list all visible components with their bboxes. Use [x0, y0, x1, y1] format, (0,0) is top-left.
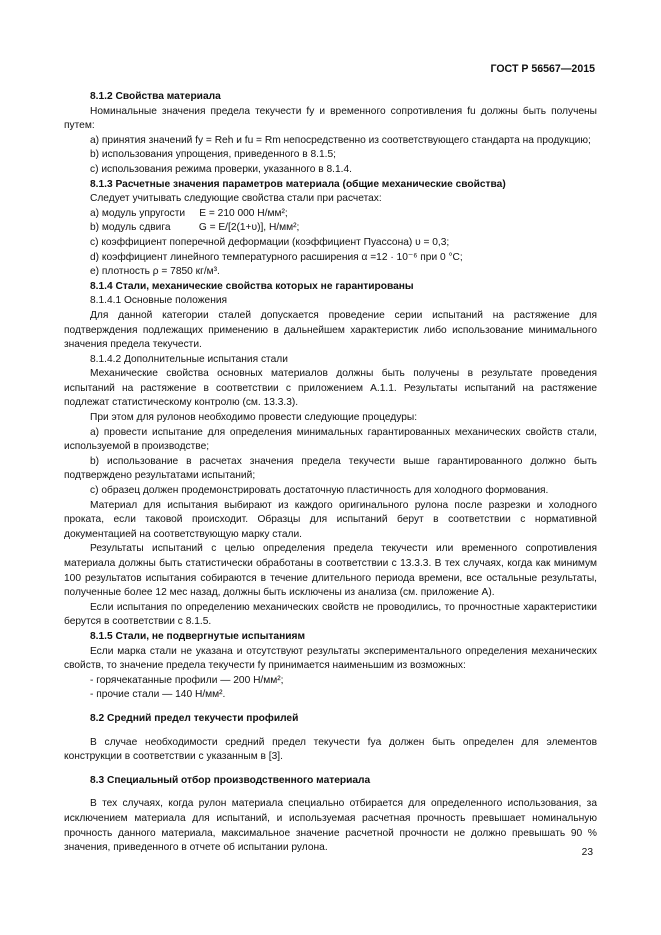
heading-8-1-3: 8.1.3 Расчетные значения параметров материала (общие механические свойства) [90, 178, 506, 190]
paragraph: Если испытания по определению механических свойств не проводились, то прочностные характеристики берутся в соответствии с 8.1.5. [64, 601, 597, 628]
page-number: 23 [581, 847, 593, 858]
paragraph: Номинальные значения предела текучести fy и временного сопротивления fu должны быть получены путем: [64, 105, 597, 132]
list-item: d) коэффициент линейного температурного расширения α =12 · 10⁻⁶ при 0 °С; [90, 251, 463, 263]
paragraph: Следует учитывать следующие свойства стали при расчетах: [90, 193, 382, 205]
list-item: e) плотность ρ = 7850 кг/м³. [90, 266, 220, 278]
list-item: b) использования упрощения, приведенного в 8.1.5; [90, 149, 336, 161]
list-item: - прочие стали — 140 Н/мм². [90, 689, 226, 701]
list-item: a) провести испытание для определения минимальных гарантированных механических свойств стали, используемой в производстве; [64, 426, 597, 453]
list-item: c) коэффициент поперечной деформации (коэффициент Пуассона) υ = 0,3; [90, 236, 450, 248]
document-code: ГОСТ Р 56567—2015 [490, 63, 595, 75]
heading-8-1-2: 8.1.2 Свойства материала [90, 91, 221, 102]
paragraph: При этом для рулонов необходимо провести следующие процедуры: [90, 412, 418, 424]
paragraph: Если марка стали не указана и отсутствуют результаты экспериментального определения механических свойств, то значение предела текучести fy принимается наименьшим из возможных: [64, 645, 597, 672]
list-item: c) образец должен продемонстрировать достаточную пластичность для холодного формования. [90, 485, 549, 497]
heading-8-1-4: 8.1.4 Стали, механические свойства которых не гарантированы [90, 280, 414, 292]
paragraph: Механические свойства основных материалов должны быть получены в результате проведения испытаний на растяжение в соответствии с приложением А.1.1. Результаты испытаний на растяжение подлежат статистическому контролю (см. 13.3.3). [64, 368, 597, 409]
paragraph: Материал для испытания выбирают из каждого оригинального рулона после разрезки и холодного проката, если таковой происходит. Образцы для испытаний берут в соответствии с нормативной документацией на соответствующую марку стали. [64, 499, 597, 540]
heading-8-1-5: 8.1.5 Стали, не подвергнутые испытаниям [90, 630, 305, 642]
heading-8-3: 8.3 Специальный отбор производственного материала [90, 774, 371, 786]
subheading-8-1-4-2: 8.1.4.2 Дополнительные испытания стали [90, 353, 288, 365]
list-item: a) принятия значений fy = Reh и fu = Rm непосредственно из соответствующего стандарта на продукцию; [90, 134, 591, 146]
paragraph: В случае необходимости средний предел текучести fya должен быть определен для элементов конструкции в соответствии с указанным в [3]. [64, 736, 597, 763]
heading-8-2: 8.2 Средний предел текучести профилей [90, 712, 299, 724]
page-body [64, 90, 597, 856]
list-item: b) использование в расчетах значения предела текучести выше гарантированного должно быть подтверждено результатами испытаний; [64, 455, 597, 482]
subheading-8-1-4-1: 8.1.4.1 Основные положения [90, 295, 228, 307]
paragraph: Результаты испытаний с целью определения предела текучести или временного сопротивления материала должны быть статистически обработаны в соответствии с 13.3.3. В тех случаях, когда как минимум 100 результатов испытания собираются в течение длительного периода времени, все остальные результаты, полученные более 12 мес назад, должны быть исключены из анализа (см. приложение А). [64, 543, 597, 599]
list-item: a) модуль упругости E = 210 000 Н/мм²; [90, 207, 288, 219]
list-item: - горячекатанные профили — 200 Н/мм²; [90, 674, 284, 686]
paragraph: В тех случаях, когда рулон материала специально отбирается для определенного использования, за исключением материала для испытаний, и используемая расчетная прочность превышает номинальную прочность данного материала, максимальное значение расчетной прочности не должно превышать 90 % значения, приведенного в отчете об испытании рулона. [64, 798, 597, 854]
paragraph: Для данной категории сталей допускается проведение серии испытаний на растяжение для подтверждения подлежащих применению в дальнейшем характеристик либо использование минимального значения предела текучести. [64, 309, 597, 351]
list-item: c) использования режима проверки, указанного в 8.1.4. [90, 163, 352, 175]
list-item: b) модуль сдвига G = E/[2(1+υ)], Н/мм²; [90, 222, 300, 234]
